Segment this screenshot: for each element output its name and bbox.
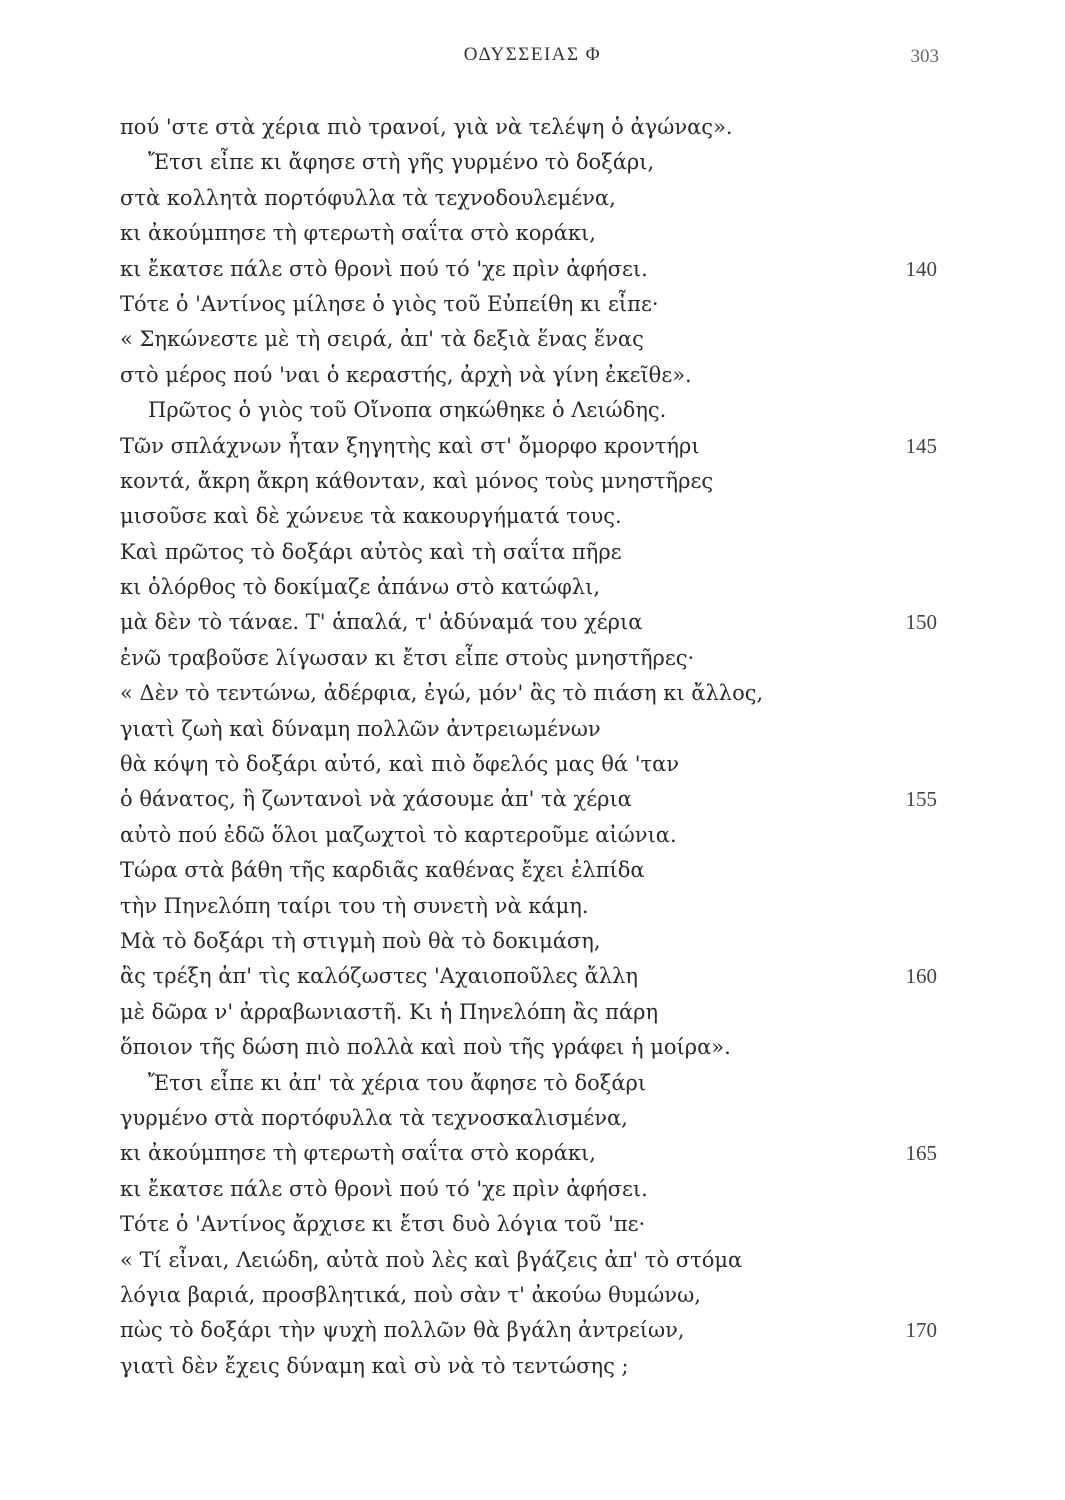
verse-text: Μὰ τὸ δοξάρι τὴ στιγμὴ ποὺ θὰ τὸ δοκιμάση, bbox=[120, 928, 601, 953]
verse-text: πού 'στε στὰ χέρια πιὸ τρανοί, γιὰ νὰ τελέψη ὁ ἀγώνας». bbox=[120, 115, 733, 139]
verse-text: γιατὶ ζωὴ καὶ δύναμη πολλῶν ἀντρειωμένων bbox=[120, 716, 601, 741]
verse-text: κι ἔκατσε πάλε στὸ θρονὶ πού τό 'χε πρὶν ἀφήσει. bbox=[120, 256, 648, 281]
verse-text: « Τί εἶναι, Λειώδη, αὐτὰ ποὺ λὲς καὶ βγάζεις ἀπ' τὸ στόμα bbox=[120, 1247, 743, 1272]
verse-text: Ἔτσι εἶπε κι ἀπ' τὰ χέρια του ἄφησε τὸ δοξάρι bbox=[148, 1070, 647, 1095]
verse-text: κι ἀκούμπησε τὴ φτερωτὴ σαΐτα στὸ κοράκι, bbox=[120, 1141, 596, 1166]
verse-line bbox=[0, 287, 1065, 322]
verse-line bbox=[0, 110, 1065, 145]
verse-line bbox=[0, 570, 1065, 605]
verse-text: κοντά, ἄκρη ἄκρη κάθονταν, καὶ μόνος τοὺς μνηστῆρες bbox=[120, 468, 714, 493]
verse-text: Τώρα στὰ βάθη τῆς καρδιᾶς καθένας ἔχει ἐλπίδα bbox=[120, 858, 645, 883]
verse-text: ὁ θάνατος, ἢ ζωντανοὶ νὰ χάσουμε ἀπ' τὰ χέρια bbox=[120, 787, 632, 812]
verse-line bbox=[0, 924, 1065, 959]
verse-text: πὼς τὸ δοξάρι τὴν ψυχὴ πολλῶν θὰ βγάλη ἀντρείων, bbox=[120, 1318, 685, 1343]
verse-text: μισοῦσε καὶ δὲ χώνευε τὰ κακουργήματά τους. bbox=[120, 504, 622, 529]
verse-text: Καὶ πρῶτος τὸ δοξάρι αὐτὸς καὶ τὴ σαΐτα πῆρε bbox=[120, 539, 622, 564]
verse-line bbox=[0, 322, 1065, 357]
page-number: 303 bbox=[910, 46, 939, 67]
verse-text: στὸ μέρος πού 'ναι ὁ κεραστής, ἀρχὴ νὰ γίνη ἐκεῖθε». bbox=[120, 362, 692, 387]
running-title: ΟΔΥΣΣΕΙΑΣ Φ bbox=[463, 44, 602, 65]
verse-line bbox=[0, 818, 1065, 853]
verse-text: μὲ δῶρα ν' ἀρραβωνιαστῆ. Κι ἡ Πηνελόπη ἂς πάρη bbox=[120, 999, 659, 1024]
line-number: 165 bbox=[905, 1141, 937, 1166]
verse-line bbox=[0, 1030, 1065, 1065]
verse-text: κι ἔκατσε πάλε στὸ θρονὶ πού τό 'χε πρὶν ἀφήσει. bbox=[120, 1176, 648, 1201]
verse-line bbox=[0, 1243, 1065, 1278]
verse-line bbox=[0, 216, 1065, 251]
verse-line bbox=[0, 181, 1065, 216]
verse-text: Ἔτσι εἶπε κι ἄφησε στὴ γῆς γυρμένο τὸ δοξάρι, bbox=[148, 150, 655, 175]
verse-line bbox=[0, 959, 1065, 994]
verse-line bbox=[0, 782, 1065, 817]
line-number: 150 bbox=[905, 610, 937, 635]
verse-text: στὰ κολλητὰ πορτόφυλλα τὰ τεχνοδουλεμένα, bbox=[120, 185, 616, 210]
verse-line bbox=[0, 641, 1065, 676]
verse-line bbox=[0, 1172, 1065, 1207]
verse-text: λόγια βαριά, προσβλητικά, ποὺ σὰν τ' ἀκούω θυμώνω, bbox=[120, 1282, 701, 1307]
line-number: 160 bbox=[905, 964, 937, 989]
verse-text: « Δὲν τὸ τεντώνω, ἀδέρφια, ἐγώ, μόν' ἂς τὸ πιάση κι ἄλλος, bbox=[120, 681, 764, 706]
verse-line bbox=[0, 358, 1065, 393]
verse-text: Πρῶτος ὁ γιὸς τοῦ Οἴνοπα σηκώθηκε ὁ Λειώδης. bbox=[148, 398, 667, 423]
verse-text: ὅποιον τῆς δώση πιὸ πολλὰ καὶ ποὺ τῆς γράφει ἡ μοίρα». bbox=[120, 1035, 731, 1060]
verse-line bbox=[0, 1066, 1065, 1101]
verse-line bbox=[0, 535, 1065, 570]
line-number: 145 bbox=[905, 433, 937, 458]
verse-line bbox=[0, 1278, 1065, 1313]
verse-line bbox=[0, 995, 1065, 1030]
line-number: 140 bbox=[905, 256, 937, 281]
verse-text: κι ὁλόρθος τὸ δοκίμαζε ἀπάνω στὸ κατώφλι, bbox=[120, 575, 601, 600]
verse-text: μὰ δὲν τὸ τάναε. Τ' ἁπαλά, τ' ἀδύναμά του χέρια bbox=[120, 610, 643, 635]
verse-line bbox=[0, 1136, 1065, 1171]
verse-text: γιατὶ δὲν ἔχεις δύναμη καὶ σὺ νὰ τὸ τεντώσης ; bbox=[120, 1353, 629, 1378]
verse-text: τὴν Πηνελόπη ταίρι του τὴ συνετὴ νὰ κάμη. bbox=[120, 893, 589, 918]
verse-text: θὰ κόψη τὸ δοξάρι αὐτό, καὶ πιὸ ὄφελός μας θά 'ταν bbox=[120, 752, 680, 777]
verse-text: κι ἀκούμπησε τὴ φτερωτὴ σαΐτα στὸ κοράκι, bbox=[120, 221, 596, 246]
verse-text: Τῶν σπλάχνων ἦταν ξηγητὴς καὶ στ' ὄμορφο κροντήρι bbox=[120, 433, 700, 458]
verse-block bbox=[0, 110, 1065, 1384]
verse-line bbox=[0, 145, 1065, 180]
verse-line bbox=[0, 676, 1065, 711]
verse-line bbox=[0, 499, 1065, 534]
verse-text: Τότε ὁ 'Αντίνος ἄρχισε κι ἔτσι δυὸ λόγια τοῦ 'πε· bbox=[120, 1212, 646, 1237]
running-head bbox=[0, 44, 1065, 74]
line-number: 170 bbox=[905, 1318, 937, 1343]
verse-line bbox=[0, 464, 1065, 499]
verse-line bbox=[0, 853, 1065, 888]
verse-text: αὐτὸ πού ἐδῶ ὅλοι μαζωχτοὶ τὸ καρτεροῦμε αἰώνια. bbox=[120, 822, 677, 847]
verse-line bbox=[0, 889, 1065, 924]
verse-line bbox=[0, 393, 1065, 428]
verse-line bbox=[0, 1101, 1065, 1136]
verse-line bbox=[0, 605, 1065, 640]
verse-line bbox=[0, 252, 1065, 287]
verse-line bbox=[0, 429, 1065, 464]
verse-line bbox=[0, 712, 1065, 747]
verse-text: γυρμένο στὰ πορτόφυλλα τὰ τεχνοσκαλισμένα, bbox=[120, 1105, 628, 1130]
verse-line bbox=[0, 1313, 1065, 1348]
verse-line bbox=[0, 747, 1065, 782]
line-number: 155 bbox=[905, 787, 937, 812]
verse-text: ἂς τρέξη ἀπ' τὶς καλόζωστες 'Αχαιοποῦλες ἄλλη bbox=[120, 964, 638, 989]
verse-text: « Σηκώνεστε μὲ τὴ σειρά, ἀπ' τὰ δεξιὰ ἕνας ἕνας bbox=[120, 327, 644, 352]
verse-line bbox=[0, 1207, 1065, 1242]
verse-text: Τότε ὁ 'Αντίνος μίλησε ὁ γιὸς τοῦ Εὐπείθη κι εἶπε· bbox=[120, 291, 659, 316]
verse-text: ἐνῶ τραβοῦσε λίγωσαν κι ἔτσι εἶπε στοὺς μνηστῆρες· bbox=[120, 645, 695, 670]
verse-line bbox=[0, 1349, 1065, 1384]
